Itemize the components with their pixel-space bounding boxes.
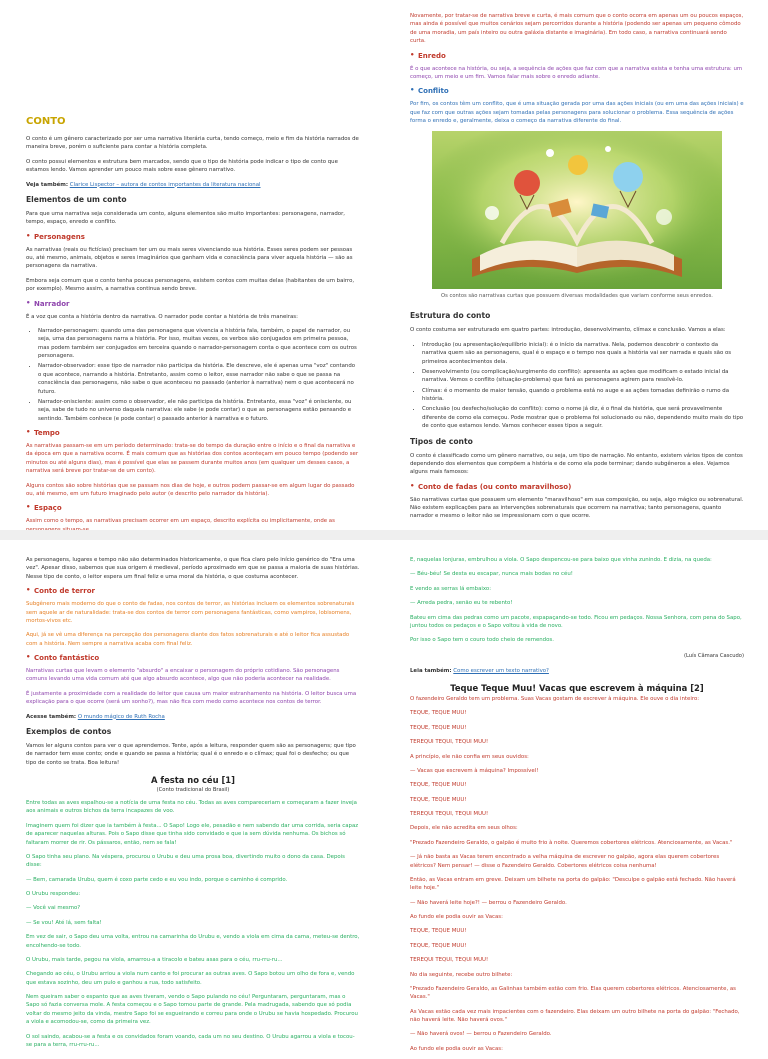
- story-line: TEQUE, TEQUE MUU!: [410, 928, 467, 935]
- estrutura-heading: Estrutura do conto: [410, 311, 491, 321]
- story-line: E, naquelas lonjuras, embrulhou a viola. O Sapo despencou-se para baixo que vinha zunindo. E dizia, na queda:: [410, 557, 712, 563]
- fadas-paragraph: São narrativas curtas que possuem um elemento "maravilhoso" em sua composição, ou seja, algo mágico ou sobrenatural. Não existem explicações para as intervenções sobrenaturais que ocorrem na narrativa; tanto personagens, quanto narrador e mesmo o leitor não se impressionam com o que ocorre.: [410, 496, 744, 520]
- list-item: • Conclusão (ou desfecho/solução do conflito): como o nome já diz, é o final da história, que será provavelmente diferente de como ela começou. Pode mostrar que o problema foi solucionado ou não, dependendo muito mais do tipo de conto que estamos lendo. Vamos conhecer esses tipos a seguir.: [422, 405, 744, 430]
- story-line: TEQUE, TEQUE MUU!: [410, 942, 467, 949]
- story-line: No dia seguinte, recebe outro bilhete:: [410, 971, 513, 978]
- list-item: • Introdução (ou apresentação/equilíbrio inicial): é o início da narrativa. Nela, podemos descobrir o contexto da narrativa quem são as personagens, qual é o espaço e o tempo nos quais a história vai ser narrada e quais são os primeiros acontecimentos dela.: [422, 341, 744, 366]
- exemplos-heading: Exemplos de contos: [26, 726, 112, 736]
- list-item: • Desenvolvimento (ou complicação/surgimento do conflito): apresenta as ações que modificam o estado inicial da narrativa. Vemos o conflito (situação-problema) que fará as personagens agirem para resolvê-lo.: [422, 368, 744, 385]
- story-line: Ao fundo ele podia ouvir as Vacas:: [410, 914, 503, 920]
- estrutura-paragraph: O conto costuma ser estruturado em quatro partes: introdução, desenvolvimento, clímax e conclusão. Vamos a elas:: [410, 327, 726, 334]
- story-line: TEREQUI TEQUI, TEQUI MUU!: [410, 957, 489, 964]
- story-line: — Arreda pedra, senão eu te rebento!: [410, 600, 513, 607]
- story-line: — Bem, camarada Urubu, quem é coxo parte cedo e eu vou indo, porque o caminho é comprido.: [26, 876, 288, 883]
- story-line: Nem queiram saber o espanto que as aves tiveram, vendo o Sapo pulando no céu! Perguntaram, perguntaram, mas o Sapo só fazia conversa mole. A festa começou e o Sapo tomou parte de grande. Pela madrugada, sabendo que só podia voltar do mesmo jeito da vinda, mestre Sapo foi se esgueirando e correu para onde o Urubu se havia hospedado. Procurou a viola e acomodou-se, como da primeira vez.: [26, 994, 358, 1026]
- story-line: Bateu em cima das pedras como um pacote, espapaçando-se todo. Ficou em pedaços. Nossa Senhora, com pena do Sapo, juntou todos os pedaços e o Sapo voltou à vida de novo.: [410, 614, 742, 629]
- tipos-paragraph: O conto é classificado como um gênero narrativo, ou seja, um tipo de narração. No entanto, existem vários tipos de contos dependendo dos elementos que compõem a história e de como ela pode terminar; dando subgêneros a eles. Vejamos alguns mais famosos:: [410, 452, 743, 476]
- tipos-heading: Tipos de conto: [410, 436, 473, 446]
- fadas-heading: • Conto de fadas (ou conto maravilhoso): [410, 483, 744, 491]
- book-icon: [432, 131, 722, 289]
- enredo-paragraph: É o que acontece na história, ou seja, a sequência de ações que faz com que a narrativa exista e tenha uma estrutura: um começo, um meio e um fim. Vamos falar mais sobre o enredo adiante.: [410, 65, 743, 80]
- acesse-label: Acesse também:: [26, 713, 77, 720]
- acesse-link[interactable]: O mundo mágico de Ruth Rocha: [77, 713, 165, 720]
- tempo-heading: • Tempo: [26, 429, 360, 437]
- article-title: CONTO: [26, 116, 66, 127]
- story-title: A festa no céu [1]: [151, 775, 235, 785]
- narrador-list: [26, 327, 360, 423]
- personagens-heading: • Personagens: [26, 233, 360, 241]
- story-line: TEQUE, TEQUE MUU!: [410, 796, 467, 803]
- veja-link[interactable]: Clarice Lispector – autora de contos importantes da literatura nacional: [69, 181, 261, 188]
- story-body: [26, 799, 360, 1049]
- story-line: TEREQUI TEQUI, TEQUI MUU!: [410, 739, 489, 746]
- espaco-paragraph: Assim como o tempo, as narrativas precisam ocorrer em um espaço, descrito explícita ou implicitamente, onde as: [26, 518, 335, 525]
- list-item: • Narrador-onisciente: assim como o observador, ele não participa da história. Entretanto, essa "voz" é onisciente, ou seja, sabe de tudo no universo daquela narrativa: ele sabe (e pode contar) o que as personagens estão pensando e sentindo. Também conhece (e pode contar) o passado anterior à narrativa e o futuro.: [38, 398, 360, 423]
- story-line: Imaginem quem foi dizer que ia também à festa... O Sapo! Logo ele, pesadão e nem sabendo dar uma corrida, seria capaz de aparecer naquelas alturas. Pois o Sapo disse que tinha sido convidado e que ia sem dúvida nenhuma. Os bichos só faltaram morrer de rir. Os pássaros, então, nem se fala!: [26, 822, 359, 846]
- story-2-body: [410, 695, 744, 1053]
- story-line: O Urubu respondeu:: [26, 891, 81, 897]
- estrutura-list: [410, 341, 744, 431]
- story-line: O fazendeiro Geraldo tem um problema. Suas Vacas gostam de escrever à máquina. Ele ouve o dia inteiro:: [410, 696, 700, 702]
- terror-paragraph-1: Subgênero mais moderno do que o conto de fadas, nos contos de terror, as histórias incluem os elementos sobrenaturais sem aquele ar de naturalidade: trata-se dos contos de terror com personagens fantásticas, como vampiros, lobisomens, mortos-vivos etc.: [26, 601, 355, 624]
- story-line: TEQUE, TEQUE MUU!: [410, 782, 467, 789]
- story-subtitle: (Conto tradicional do Brasil): [156, 787, 230, 793]
- enredo-heading: • Enredo: [410, 52, 744, 60]
- left-column-page-2: [26, 556, 360, 1055]
- narrador-heading: • Narrador: [26, 300, 360, 308]
- page-gap: [0, 530, 768, 540]
- personagens-paragraph-1: As narrativas (reais ou fictícias) precisam ter um ou mais seres vivenciando sua história. Esses seres podem ser pessoas ou, até mesmo, animais, objetos e seres imaginários que ganham vida e consciência para viver aquela história — são as personagens da narrativa.: [26, 246, 353, 270]
- terror-heading: • Conto de terror: [26, 587, 360, 595]
- tempo-paragraph-2: Alguns contos são sobre histórias que se passam nos dias de hoje, e outros podem passar-se em algum lugar do passado ou, até mesmo, em um futuro imaginado pelo autor (e descrito pelo narrador da história).: [26, 482, 355, 497]
- conflito-paragraph: Por fim, os contos têm um conflito, que é uma situação gerada por uma das ações iniciais (ou em uma das ações iniciais) e que faz com que outras ações sejam tomadas pelas personagens para solucionar o problema. Essa sequência de ações forma o enredo e, geralmente, deixa o começo da narrativa diferente do final.: [410, 101, 744, 124]
- left-column-page-1: [26, 116, 360, 540]
- story-line: "Prezado Fazendeiro Geraldo, o galpão é muito frio à noite. Queremos cobertores elétricos. Atenciosamente, as Vacas.": [410, 839, 733, 846]
- espaco-heading: • Espaço: [26, 504, 360, 512]
- book-illustration: [432, 131, 722, 289]
- veja-label: Veja também:: [26, 181, 69, 188]
- personagens-paragraph-2: Embora seja comum que o conto tenha poucas personagens, existem contos com muitas delas (habitantes de um bairro, por exemplo). Mesmo assim, a narrativa continua sendo breve.: [26, 277, 355, 293]
- story-line: As Vacas estão cada vez mais impacientes com o fazendeiro. Elas deixam um outro bilhete na porta do galpão: "Fechado, não haverá leite. Não haverá ovos.": [410, 1008, 740, 1023]
- right-column-page-1: [410, 12, 744, 527]
- intro-paragraph-2: O conto possui elementos e estrutura bem marcados, sendo que o tipo de história pode indicar o tipo de conto que estamos lendo. Vamos aprender um pouco mais sobre esse gênero narrativo.: [26, 158, 338, 174]
- story-line: Ao fundo ele podia ouvir as Vacas:: [410, 1045, 503, 1052]
- fadas-continuation: As personagens, lugares e tempo não são determinados historicamente, o que fica claro pelo início genérico do "Era uma vez". Apesar disso, sabemos que sua origem é medieval, período aproximado em que se passa a maioria de suas histórias. Nesse tipo de conto, o leitor espera um final feliz e uma moral da história, o que costuma acontecer.: [26, 557, 360, 580]
- story-line: — Vacas que escrevem à máquina? Impossível!: [410, 767, 539, 774]
- story-line: TEQUE, TEQUE MUU!: [410, 724, 467, 731]
- exemplos-paragraph: Vamos ler alguns contos para ver o que aprendemos. Tente, após a leitura, responder quem são as personagens; que tipo de narrador tem esse conto; onde e quando se passa a história; qual é o enredo e o clímax; qual foi o desfecho; ou que tipo de conto se trata. Boa leitura!: [26, 742, 356, 766]
- story-line: — Não haverá ovos! — berrou o Fazendeiro Geraldo.: [410, 1031, 552, 1038]
- story-line: TEQUE, TEQUE MUU!: [410, 710, 467, 717]
- story-line: — Não haverá leite hoje?! — berrou o Fazendeiro Geraldo.: [410, 899, 567, 906]
- conflito-heading: • Conflito: [410, 87, 744, 95]
- leia-label: Leia também:: [410, 667, 452, 674]
- story-line: Por isso o Sapo tem o couro todo cheio de remendos.: [410, 637, 554, 644]
- story-line: O Sapo tinha seu plano. Na véspera, procurou o Urubu e deu uma prosa boa, divertindo muito o dono da casa. Depois disse:: [26, 853, 345, 869]
- story-line: Depois, ele não acredita em seus olhos:: [410, 825, 518, 832]
- story-line: Entre todas as aves espalhou-se a notícia de uma festa no céu. Todas as aves compareceriam e começaram a fazer inveja aos animais e outros bichos da terra incapazes de voo.: [26, 800, 357, 815]
- story-line: — Se vou! Até lá, sem falta!: [26, 919, 102, 926]
- story-line: — Você vai mesmo?: [26, 905, 81, 912]
- story-author: (Luís Câmara Cascudo): [683, 652, 744, 659]
- list-item: • Clímax: é o momento de maior tensão, quando o problema está no auge e as ações tomadas definirão o rumo da história.: [422, 387, 744, 404]
- story-line: "Prezado Fazendeiro Geraldo, as Galinhas também estão com frio. Elas querem cobertores elétricos. Atenciosamente, as Vacas.": [410, 985, 736, 1001]
- list-item: • Narrador-personagem: quando uma das personagens que vivencia a história fala, também, o papel de narrador, ou seja, uma das personagens narra a história. Por isso, muitas vezes, os verbos são conjugados em primeira pessoa, mas podem também ser conjugados em terceira quando o narrador-personagem conta o que acontece com os outros personagens.: [38, 327, 360, 361]
- fantastico-paragraph-1: Narrativas curtas que levam o elemento "absurdo" a encaixar o personagem do próprio cotidiano. São personagens comuns levando uma vida comum até que algo absurdo acontece, algo que não poderia acontecer na realidade.: [26, 668, 340, 683]
- story-line: A princípio, ele não confia em seus ouvidos:: [410, 753, 529, 760]
- story-line: O sol saindo, acabou-se a festa e os convidados foram voando, cada um no seu destino. O Urubu agarrou a viola e tocou-se para a terra, rru-rru-ru...: [26, 1033, 355, 1048]
- right-column-page-2: [410, 556, 744, 1059]
- veja-tambem: [26, 181, 360, 189]
- story-line: E vendo as serras lá embaixo:: [410, 585, 492, 592]
- fantastico-heading: • Conto fantástico: [26, 654, 360, 662]
- story-line: Em vez de sair, o Sapo deu uma volta, entrou na camarinha do Urubu e, vendo a viola em cima da cama, meteu-se dentro, encolhendo-se todo.: [26, 934, 360, 949]
- acesse-tambem: [26, 713, 360, 721]
- story-line: — Já não basta as Vacas terem encontrado a velha máquina de escrever no galpão, agora elas querem cobertores elétricos? Nem pensar! — disse o Fazendeiro Geraldo. Cobertores elétricos coisa nenhuma!: [410, 854, 720, 869]
- story-2-title: Teque Teque Muu! Vacas que escrevem à máquina [2]: [450, 683, 704, 693]
- elementos-paragraph: Para que uma narrativa seja considerada um conto, alguns elementos são muito importantes: personagens, narrador, tempo, espaço, enredo e conflito.: [26, 210, 346, 226]
- terror-paragraph-2: Aqui, já se vê uma diferença na percepção dos personagens diante dos fatos sobrenaturais e até o leitor fica assustado com a história. Nem sempre a narrativa acaba com final feliz.: [26, 632, 350, 647]
- document-page-2: [0, 540, 768, 1052]
- list-item: • Narrador-observador: esse tipo de narrador não participa da história. Ele descreve, ele é apenas uma "voz" contando o que acontece, narrando a história. Entretanto, assim como o leitor, esse narrador não sabe o que se passa na consciência das personagens, não sabe o que aconteceu no passado (anterior à narrativa) nem o que acontecerá no futuro.: [38, 362, 360, 396]
- narrador-paragraph: É a voz que conta a história dentro da narrativa. O narrador pode contar a história de três maneiras:: [26, 313, 298, 320]
- story-line: Então, as Vacas entram em greve. Deixam um bilhete na porta do galpão: "Desculpe o galpão está fechado. Não haverá leite hoje.": [410, 876, 736, 892]
- story-continuation: [410, 556, 744, 645]
- intro-paragraph-1: O conto é um gênero caracterizado por ser uma narrativa literária curta, tendo começo, meio e fim da história narrados de maneira breve, porém o suficiente para contar a história completa.: [26, 136, 359, 151]
- espaco-continuation: Novamente, por tratar-se de narrativa breve e curta, é mais comum que o conto ocorra em apenas um ou poucos espaços, mas ainda é possível que muitos cenários sejam percorridos durante a história (podendo ser apenas um pequeno cômodo de uma moradia, um país inteiro ou outra galáxia distante e imaginária). Em todo caso, a narrativa continuará sendo curta.: [410, 13, 744, 45]
- image-caption: Os contos são narrativas curtas que possuem diversas modalidades que variam conforme seus enredos.: [441, 293, 713, 300]
- story-line: TEREQUI TEQUI, TEQUI MUU!: [410, 811, 489, 817]
- elementos-heading: Elementos de um conto: [26, 194, 127, 204]
- leia-link[interactable]: Como escrever um texto narrativo?: [453, 667, 549, 674]
- fantastico-paragraph-2: É justamente a proximidade com a realidade do leitor que causa um maior estranhamento na história. O leitor busca uma explicação para o que ocorre (será um sonho?), mas não fica com medo como acontece nos contos de terror.: [26, 690, 357, 706]
- story-line: — Béu-béu! Se desta eu escapar, nunca mais bodas no céu!: [410, 571, 573, 578]
- story-line: O Urubu, mais tarde, pegou na viola, amarrou-a a tiracolo e bateu asas para o céu, rru-rru-ru...: [26, 956, 283, 963]
- tempo-paragraph-1: As narrativas passam-se em um período determinado: trata-se do tempo da duração entre o início e o final da narrativa e da época em que a narrativa ocorre. É mais comum que as histórias dos contos aconteçam em pouco tempo (podendo ser minutos ou até alguns dias), mas é possível que elas se passem durante muitos anos (em qualquer um desses casos, a narrativa será breve por tratar-se de um conto).: [26, 443, 359, 475]
- leia-tambem: [410, 667, 744, 675]
- story-line: Chegando ao céu, o Urubu arriou a viola num canto e foi procurar as outras aves. O Sapo botou um olho de fora e, vendo que estava sozinho, deu um pulo e ganhou a rua, todo satisfeito.: [26, 971, 355, 986]
